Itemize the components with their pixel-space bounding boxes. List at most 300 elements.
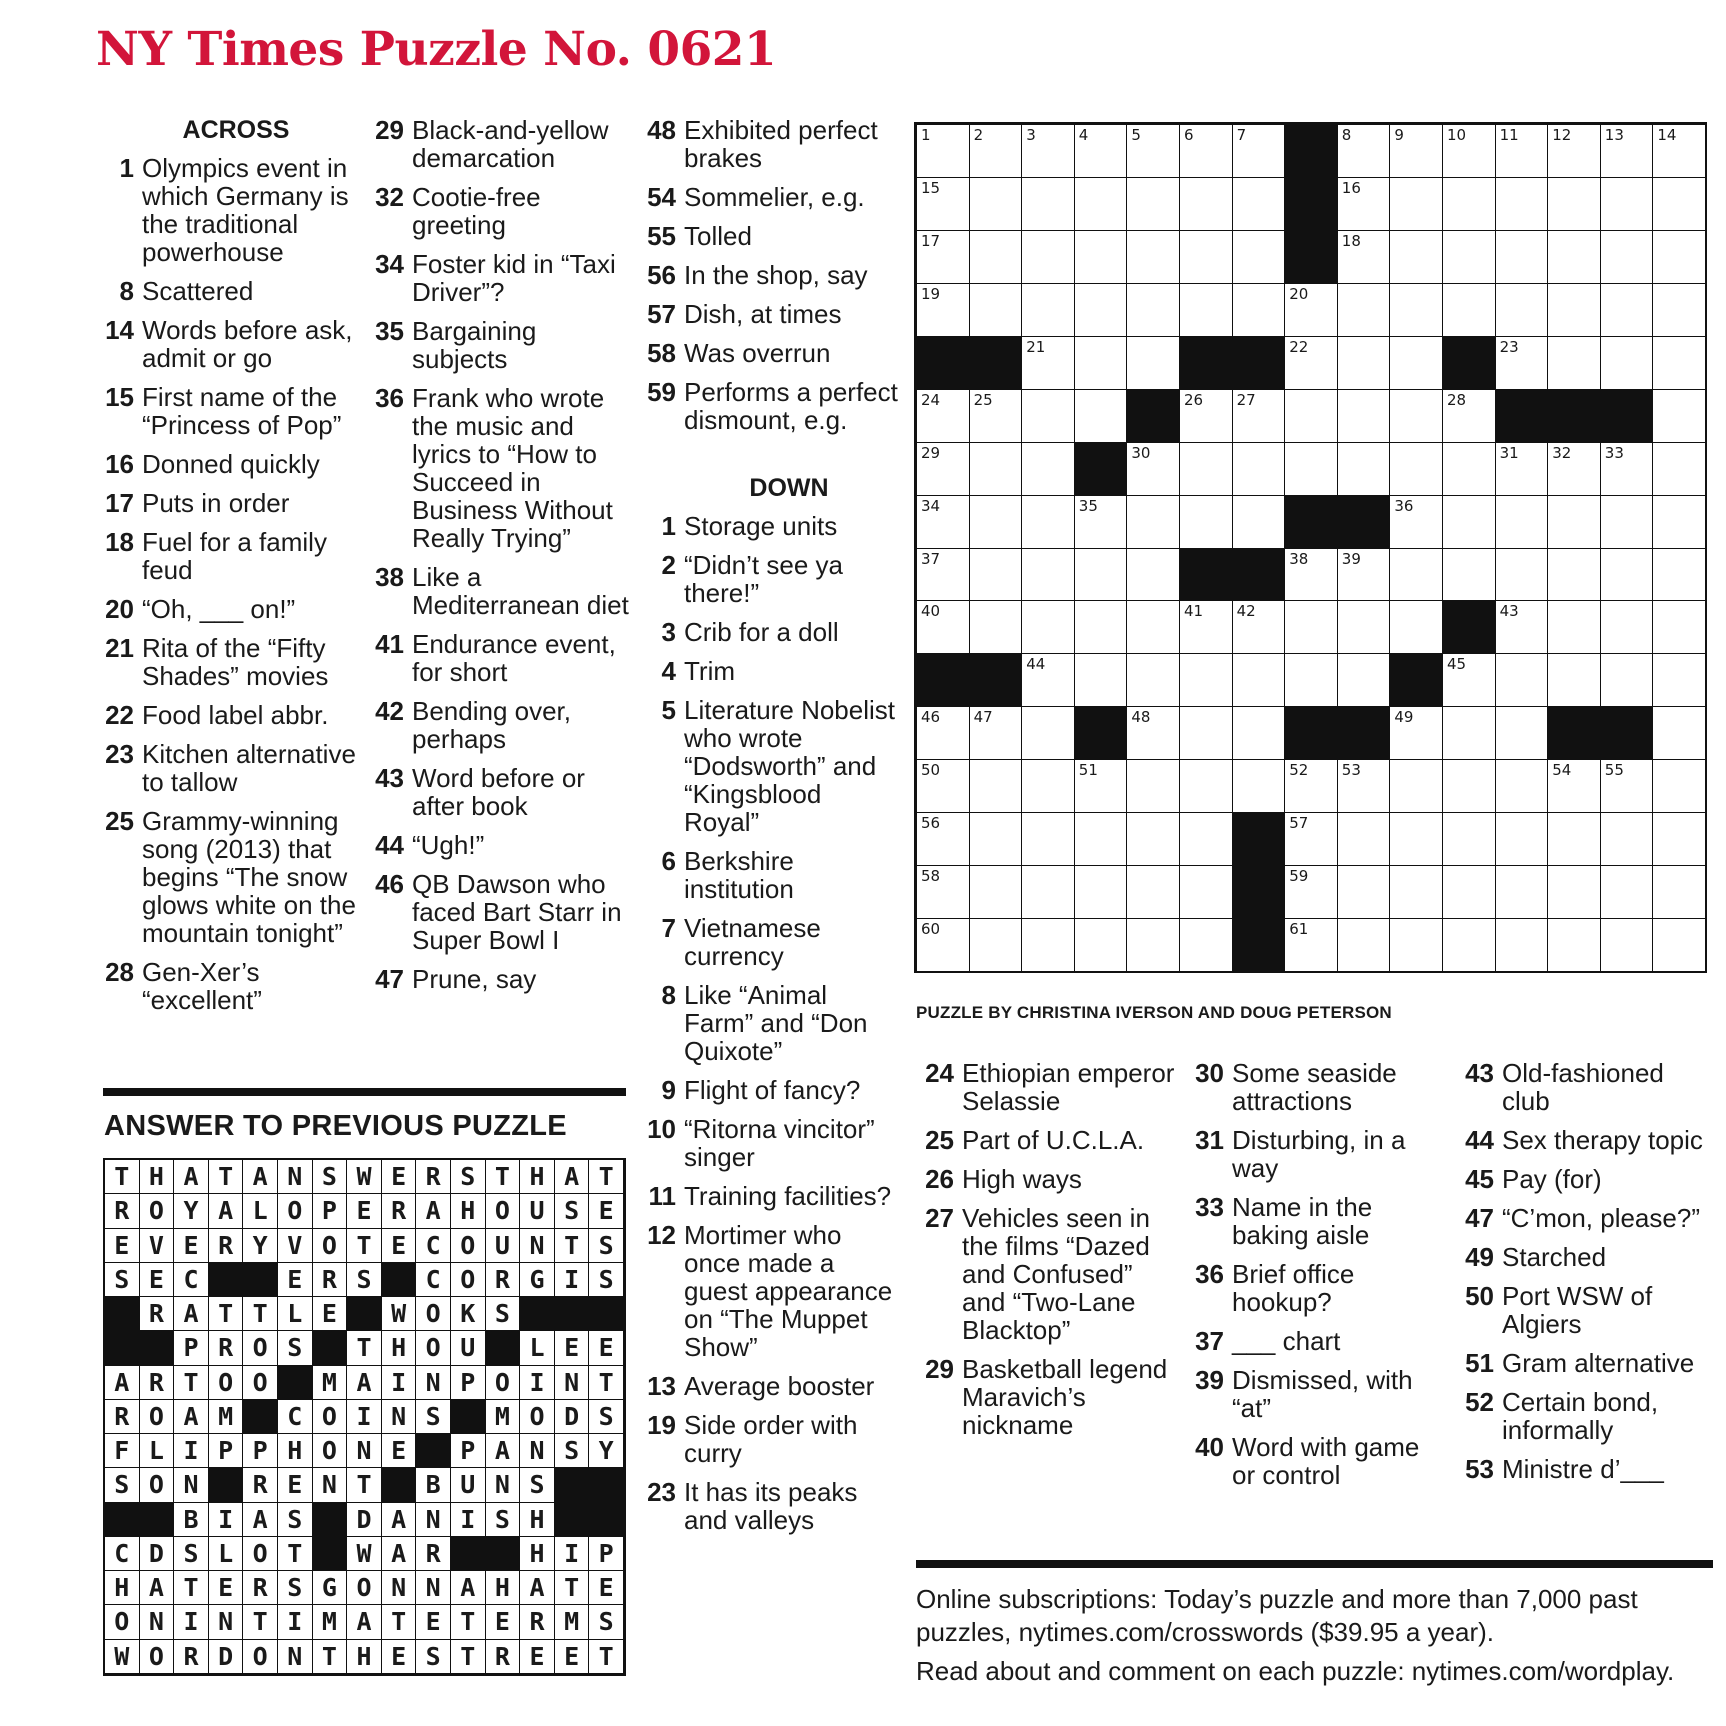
grid-cell[interactable] [1126,548,1180,602]
grid-block [1179,336,1233,390]
grid-cell[interactable] [1021,548,1075,602]
clue-number: 20 [105,594,134,624]
grid-cell[interactable] [1284,812,1338,866]
grid-cell[interactable] [1495,812,1549,866]
grid-cell[interactable] [1389,177,1443,231]
grid-cell[interactable] [1021,865,1075,919]
grid-cell[interactable] [1652,124,1706,178]
grid-cell[interactable] [1126,653,1180,707]
grid-cell[interactable] [1126,759,1180,813]
answer-cell: M [554,1604,590,1639]
clue-text: Donned quickly [142,449,320,479]
grid-cell[interactable] [1389,336,1443,390]
grid-cell[interactable] [1126,812,1180,866]
grid-cell[interactable] [916,548,970,602]
grid-cell[interactable] [1652,336,1706,390]
grid-cell[interactable] [1600,653,1654,707]
grid-cell-number: 61 [1289,920,1309,939]
grid-cell[interactable] [916,389,970,443]
grid-cell[interactable] [1652,600,1706,654]
grid-cell[interactable] [1600,283,1654,337]
answer-cell: O [139,1467,175,1502]
answer-cell: T [346,1330,382,1365]
grid-cell[interactable] [916,177,970,231]
grid-cell[interactable] [916,759,970,813]
grid-cell[interactable] [1021,389,1075,443]
grid-cell[interactable] [1600,495,1654,549]
grid-cell[interactable] [1652,653,1706,707]
grid-cell[interactable] [1284,389,1338,443]
clue-number: 24 [925,1058,954,1088]
grid-cell[interactable] [1074,283,1128,337]
grid-cell[interactable] [1389,230,1443,284]
grid-cell[interactable] [1337,600,1391,654]
answer-cell: E [277,1467,313,1502]
grid-cell[interactable] [1389,600,1443,654]
grid-cell[interactable] [1652,812,1706,866]
grid-cell[interactable] [1179,177,1233,231]
grid-block [916,336,970,390]
answer-cell: N [415,1365,451,1400]
grid-cell[interactable] [1547,495,1601,549]
grid-cell[interactable] [1600,600,1654,654]
grid-block [1495,389,1549,443]
answer-cell: I [381,1365,417,1400]
grid-cell[interactable] [1442,812,1496,866]
clue-text: Kitchen alternative to tallow [142,739,356,797]
clue-number: 31 [1195,1125,1224,1155]
answer-cell: R [104,1399,140,1434]
grid-cell[interactable] [969,548,1023,602]
grid-cell[interactable] [1284,336,1338,390]
grid-cell[interactable] [1547,918,1601,972]
grid-cell[interactable] [1126,865,1180,919]
clue-number: 23 [647,1477,676,1507]
grid-cell[interactable] [969,495,1023,549]
grid-cell[interactable] [1074,812,1128,866]
grid-cell[interactable] [1600,865,1654,919]
grid-cell[interactable] [1126,495,1180,549]
grid-cell[interactable] [969,706,1023,760]
answer-cell: E [173,1228,209,1263]
grid-cell-number: 47 [973,708,993,727]
grid-cell[interactable] [1179,283,1233,337]
answer-cell: E [346,1193,382,1228]
answer-cell: K [450,1296,486,1331]
grid-cell[interactable] [1074,124,1128,178]
grid-cell[interactable] [1179,600,1233,654]
grid-cell[interactable] [1495,336,1549,390]
grid-cell[interactable] [1652,865,1706,919]
grid-cell[interactable] [1600,918,1654,972]
grid-cell[interactable] [1652,706,1706,760]
answer-cell: I [450,1502,486,1537]
grid-cell[interactable] [1337,812,1391,866]
grid-cell[interactable] [1232,600,1286,654]
grid-cell[interactable] [1495,759,1549,813]
clue-item [638,981,900,1065]
grid-cell[interactable] [1074,336,1128,390]
grid-cell[interactable] [1389,495,1443,549]
clue-text: Black-and-yellow demarcation [412,115,609,173]
grid-cell[interactable] [1337,230,1391,284]
grid-cell[interactable] [1232,177,1286,231]
grid-cell[interactable] [1337,865,1391,919]
answer-cell: R [139,1365,175,1400]
grid-cell[interactable] [1495,865,1549,919]
clue-text: Like a Mediterranean diet [412,562,629,620]
grid-cell[interactable] [1284,283,1338,337]
grid-cell[interactable] [1600,759,1654,813]
grid-cell[interactable] [1442,230,1496,284]
answer-cell: C [415,1262,451,1297]
grid-cell[interactable] [1442,865,1496,919]
grid-cell[interactable] [969,389,1023,443]
answer-block [346,1296,382,1331]
grid-cell[interactable] [1284,442,1338,496]
grid-cell[interactable] [1074,759,1128,813]
clue-number: 54 [647,182,676,212]
grid-cell[interactable] [1074,918,1128,972]
grid-cell[interactable] [969,759,1023,813]
grid-cell[interactable] [1547,442,1601,496]
grid-cell[interactable] [1021,495,1075,549]
grid-cell[interactable] [1232,706,1286,760]
clue-text: Exhibited perfect brakes [684,115,878,173]
grid-cell[interactable] [1126,124,1180,178]
clue-text: Basketball legend Maravich’s nickname [962,1354,1168,1440]
answer-cell: I [173,1433,209,1468]
grid-cell[interactable] [1600,124,1654,178]
answer-block [312,1330,348,1365]
answer-cell: C [104,1536,140,1571]
answer-cell: C [173,1262,209,1297]
answer-cell: T [277,1536,313,1571]
grid-cell[interactable] [1442,442,1496,496]
clue-text: Fuel for a family feud [142,527,327,585]
grid-cell-number: 40 [921,602,941,621]
grid-cell[interactable] [1495,918,1549,972]
grid-cell[interactable] [1600,548,1654,602]
grid-cell[interactable] [1337,548,1391,602]
grid-cell[interactable] [1652,442,1706,496]
grid-cell[interactable] [916,812,970,866]
grid-cell[interactable] [1232,759,1286,813]
grid-cell[interactable] [1074,389,1128,443]
grid-cell[interactable] [1389,283,1443,337]
answer-block [104,1330,140,1365]
answer-cell: H [450,1193,486,1228]
grid-block [1179,548,1233,602]
answer-cell: N [381,1399,417,1434]
grid-cell[interactable] [1126,177,1180,231]
grid-cell[interactable] [1179,230,1233,284]
grid-cell[interactable] [969,918,1023,972]
grid-cell[interactable] [1495,495,1549,549]
grid-cell[interactable] [916,495,970,549]
grid-cell[interactable] [1179,812,1233,866]
clue-text: Dish, at times [684,299,842,329]
grid-cell[interactable] [1021,653,1075,707]
grid-cell[interactable] [1495,230,1549,284]
answer-cell: O [485,1365,521,1400]
grid-block [969,653,1023,707]
grid-cell[interactable] [969,865,1023,919]
grid-cell[interactable] [1442,177,1496,231]
grid-cell[interactable] [1652,918,1706,972]
grid-cell[interactable] [1389,706,1443,760]
answer-cell: S [277,1570,313,1605]
grid-cell[interactable] [1126,706,1180,760]
grid-cell[interactable] [916,124,970,178]
grid-cell[interactable] [1126,336,1180,390]
grid-cell[interactable] [1442,706,1496,760]
clue-text: Storage units [684,511,838,541]
grid-cell[interactable] [1547,177,1601,231]
answer-cell: C [415,1228,451,1263]
grid-cell[interactable] [1232,495,1286,549]
grid-block [1074,706,1128,760]
answer-cell: T [173,1365,209,1400]
clue-number: 23 [105,739,134,769]
grid-cell[interactable] [1337,177,1391,231]
grid-cell[interactable] [1652,389,1706,443]
grid-cell[interactable] [916,706,970,760]
grid-cell[interactable] [1179,442,1233,496]
answer-cell: A [208,1193,244,1228]
grid-cell[interactable] [1652,548,1706,602]
grid-cell[interactable] [1126,230,1180,284]
grid-cell[interactable] [1547,600,1601,654]
grid-cell[interactable] [1021,230,1075,284]
grid-cell[interactable] [1232,653,1286,707]
clue-item [96,595,366,623]
grid-cell[interactable] [1126,918,1180,972]
grid-cell[interactable] [1652,177,1706,231]
grid-cell[interactable] [969,124,1023,178]
answer-block [450,1399,486,1434]
grid-cell[interactable] [1442,124,1496,178]
grid-cell[interactable] [1179,495,1233,549]
grid-cell[interactable] [1547,230,1601,284]
grid-cell[interactable] [1179,706,1233,760]
grid-cell[interactable] [916,600,970,654]
subscription-note: Online subscriptions: Today’s puzzle and more than 7,000 past puzzles, nytimes.com/crosswords ($39.95 a year). [916,1584,1638,1647]
grid-cell[interactable] [1284,865,1338,919]
clue-number: 58 [647,338,676,368]
grid-cell[interactable] [1179,124,1233,178]
grid-cell[interactable] [1021,706,1075,760]
grid-cell[interactable] [1442,918,1496,972]
grid-cell[interactable] [1442,653,1496,707]
grid-cell[interactable] [1442,389,1496,443]
grid-cell[interactable] [1600,230,1654,284]
answer-block [277,1365,313,1400]
answer-cell: O [242,1536,278,1571]
grid-cell[interactable] [1442,283,1496,337]
grid-cell[interactable] [1179,759,1233,813]
grid-cell[interactable] [1600,812,1654,866]
grid-cell[interactable] [1547,865,1601,919]
grid-cell[interactable] [1074,230,1128,284]
grid-cell[interactable] [1337,283,1391,337]
grid-cell-number: 58 [921,867,941,886]
answer-block [554,1296,590,1331]
grid-cell[interactable] [1021,124,1075,178]
answer-block [588,1296,624,1331]
grid-cell[interactable] [1337,336,1391,390]
clue-item [638,512,900,540]
grid-cell[interactable] [1284,548,1338,602]
grid-cell[interactable] [1495,442,1549,496]
grid-cell[interactable] [1547,759,1601,813]
grid-cell[interactable] [1442,495,1496,549]
grid-cell[interactable] [1389,812,1443,866]
grid-cell[interactable] [1600,442,1654,496]
grid-cell[interactable] [916,283,970,337]
grid-cell[interactable] [969,230,1023,284]
clue-text: Scattered [142,276,254,306]
grid-cell[interactable] [1389,548,1443,602]
grid-cell-number: 8 [1341,126,1352,144]
grid-cell[interactable] [1284,600,1338,654]
grid-cell[interactable] [1179,653,1233,707]
grid-cell[interactable] [1547,283,1601,337]
grid-cell[interactable] [1074,865,1128,919]
grid-cell[interactable] [1600,336,1654,390]
grid-cell[interactable] [1442,759,1496,813]
grid-cell[interactable] [1021,283,1075,337]
grid-cell[interactable] [1337,918,1391,972]
grid-cell[interactable] [916,230,970,284]
clue-text: Vehicles seen in the films “Dazed and Confused” and “Two-Lane Blacktop” [962,1203,1150,1345]
grid-cell[interactable] [969,600,1023,654]
grid-cell[interactable] [1021,759,1075,813]
grid-cell[interactable] [969,177,1023,231]
answer-cell: N [173,1467,209,1502]
clue-item [638,914,900,970]
grid-cell[interactable] [1389,865,1443,919]
answer-cell: T [312,1639,348,1674]
clue-item [366,317,631,373]
grid-cell-number: 54 [1552,761,1572,780]
grid-cell[interactable] [1495,177,1549,231]
answer-cell: T [450,1604,486,1639]
grid-cell[interactable] [916,442,970,496]
grid-cell[interactable] [1232,442,1286,496]
grid-cell[interactable] [1232,389,1286,443]
grid-cell-number: 5 [1131,126,1141,144]
clue-number: 1 [661,511,676,541]
grid-cell[interactable] [1495,600,1549,654]
grid-cell[interactable] [1389,389,1443,443]
answer-cell: H [485,1570,521,1605]
grid-cell[interactable] [1547,124,1601,178]
answer-block [554,1502,590,1537]
grid-cell[interactable] [1652,495,1706,549]
grid-cell[interactable] [916,918,970,972]
grid-cell[interactable] [1547,653,1601,707]
grid-cell[interactable] [1495,548,1549,602]
answer-block [242,1262,278,1297]
grid-cell[interactable] [969,442,1023,496]
grid-cell[interactable] [1179,865,1233,919]
grid-cell[interactable] [1547,548,1601,602]
grid-cell[interactable] [1337,389,1391,443]
answer-cell: N [485,1467,521,1502]
answer-cell: R [242,1570,278,1605]
answer-cell: S [346,1262,382,1297]
grid-cell[interactable] [1389,442,1443,496]
grid-cell[interactable] [1547,812,1601,866]
grid-cell[interactable] [1021,336,1075,390]
clue-number: 8 [119,276,134,306]
grid-cell[interactable] [1495,653,1549,707]
grid-cell[interactable] [1074,495,1128,549]
grid-cell[interactable] [1600,177,1654,231]
grid-cell[interactable] [916,865,970,919]
grid-cell[interactable] [1074,653,1128,707]
grid-cell[interactable] [1232,124,1286,178]
grid-cell[interactable] [1495,124,1549,178]
grid-cell[interactable] [1389,124,1443,178]
clue-item [638,1182,900,1210]
grid-cell[interactable] [1495,283,1549,337]
grid-cell[interactable] [1337,124,1391,178]
grid-cell[interactable] [1074,600,1128,654]
grid-cell[interactable] [1021,600,1075,654]
grid-cell[interactable] [969,812,1023,866]
grid-cell[interactable] [1337,653,1391,707]
grid-cell[interactable] [1021,918,1075,972]
grid-cell[interactable] [1652,283,1706,337]
clue-number: 6 [661,846,676,876]
answer-cell: N [208,1604,244,1639]
grid-cell[interactable] [1179,389,1233,443]
grid-cell-number: 11 [1499,126,1519,144]
grid-cell-number: 25 [973,390,993,409]
answer-block [312,1502,348,1537]
clue-text: It has its peaks and valleys [684,1477,858,1535]
grid-cell[interactable] [1652,230,1706,284]
grid-cell[interactable] [1284,918,1338,972]
grid-cell[interactable] [1179,918,1233,972]
grid-cell[interactable] [1074,548,1128,602]
grid-cell[interactable] [1126,600,1180,654]
grid-cell[interactable] [1284,653,1338,707]
clue-number: 37 [1195,1326,1224,1356]
grid-cell[interactable] [1021,812,1075,866]
grid-cell[interactable] [1389,759,1443,813]
grid-cell[interactable] [1652,759,1706,813]
grid-cell[interactable] [1442,548,1496,602]
grid-cell[interactable] [1232,230,1286,284]
grid-cell[interactable] [969,283,1023,337]
grid-cell[interactable] [1389,918,1443,972]
grid-cell[interactable] [1074,177,1128,231]
answer-cell: T [450,1639,486,1674]
grid-cell[interactable] [1021,177,1075,231]
grid-cell[interactable] [1495,706,1549,760]
grid-cell[interactable] [1126,283,1180,337]
grid-cell[interactable] [1337,442,1391,496]
grid-cell[interactable] [1547,336,1601,390]
grid-cell[interactable] [1337,759,1391,813]
grid-cell[interactable] [1126,442,1180,496]
grid-cell[interactable] [1232,283,1286,337]
grid-cell[interactable] [1284,759,1338,813]
grid-cell[interactable] [1021,442,1075,496]
